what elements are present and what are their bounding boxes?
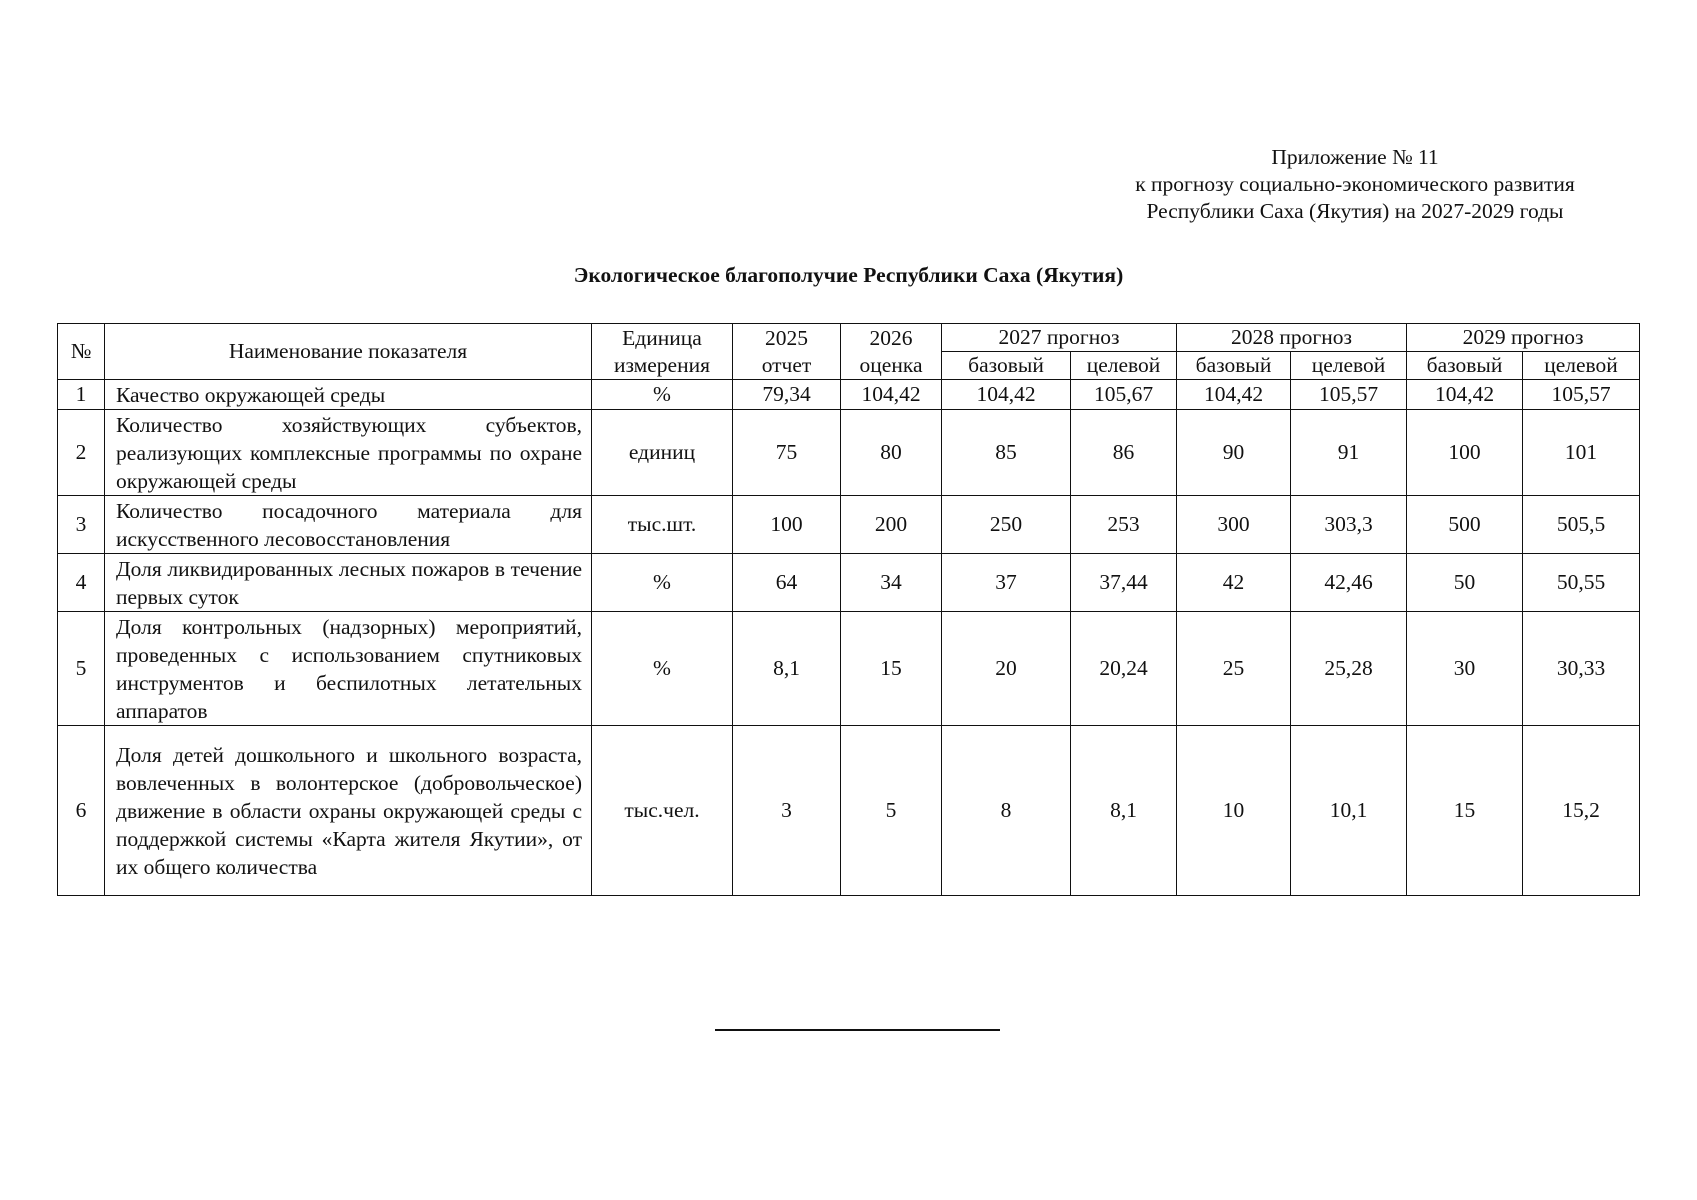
indicators-table — [57, 323, 1640, 896]
row-number: 5 — [58, 612, 105, 726]
value-2027-base: 104,42 — [942, 380, 1071, 410]
indicator-name: Доля контрольных (надзорных) мероприятий, проведенных с использованием спутниковых инструментов и беспилотных летательных аппаратов — [105, 612, 592, 726]
value-2026: 80 — [841, 410, 942, 496]
value-2028-target: 42,46 — [1291, 554, 1407, 612]
unit-cell: % — [592, 612, 733, 726]
indicator-name: Качество окружающей среды — [105, 380, 592, 410]
header-2029-forecast: 2029 прогноз — [1407, 324, 1640, 352]
indicator-name: Количество хозяйствующих субъектов, реализующих комплексные программы по охране окружающей среды — [105, 410, 592, 496]
value-2028-base: 300 — [1177, 496, 1291, 554]
header-2027-target: целевой — [1071, 352, 1177, 380]
value-2029-target: 15,2 — [1523, 726, 1640, 896]
header-2025 — [733, 324, 841, 380]
value-2025: 64 — [733, 554, 841, 612]
indicator-name: Количество посадочного материала для искусственного лесовосстановления — [105, 496, 592, 554]
value-2028-base: 104,42 — [1177, 380, 1291, 410]
header-2028-target: целевой — [1291, 352, 1407, 380]
header-number: № — [58, 324, 105, 380]
header-2025-type: отчет — [761, 352, 812, 377]
table-row — [58, 496, 1640, 554]
indicator-name: Доля ликвидированных лесных пожаров в течение первых суток — [105, 554, 592, 612]
value-2028-base: 90 — [1177, 410, 1291, 496]
value-2028-target: 91 — [1291, 410, 1407, 496]
header-2027-forecast: 2027 прогноз — [942, 324, 1177, 352]
row-number: 1 — [58, 380, 105, 410]
end-divider-line — [715, 1029, 1000, 1031]
table-row — [58, 554, 1640, 612]
appendix-header — [1050, 144, 1660, 225]
value-2025: 100 — [733, 496, 841, 554]
indicator-name: Доля детей дошкольного и школьного возраста, вовлеченных в волонтерское (добровольческое) движение в области охраны окружающей среды с поддержкой системы «Карта жителя Якутии», от их общего количества — [105, 726, 592, 896]
unit-cell: тыс.шт. — [592, 496, 733, 554]
table-row — [58, 612, 1640, 726]
value-2029-target: 101 — [1523, 410, 1640, 496]
unit-cell: единиц — [592, 410, 733, 496]
value-2026: 104,42 — [841, 380, 942, 410]
value-2026: 5 — [841, 726, 942, 896]
row-number: 3 — [58, 496, 105, 554]
header-2025-year: 2025 — [765, 325, 808, 350]
value-2028-base: 10 — [1177, 726, 1291, 896]
value-2025: 75 — [733, 410, 841, 496]
row-number: 2 — [58, 410, 105, 496]
value-2028-target: 105,57 — [1291, 380, 1407, 410]
value-2027-base: 85 — [942, 410, 1071, 496]
value-2027-target: 253 — [1071, 496, 1177, 554]
row-number: 6 — [58, 726, 105, 896]
header-2026-year: 2026 — [869, 325, 913, 350]
value-2027-target: 105,67 — [1071, 380, 1177, 410]
appendix-reference: к прогнозу социально-экономического развития — [1135, 172, 1575, 196]
unit-cell: % — [592, 380, 733, 410]
header-2028-forecast: 2028 прогноз — [1177, 324, 1407, 352]
value-2026: 34 — [841, 554, 942, 612]
value-2029-base: 104,42 — [1407, 380, 1523, 410]
value-2027-target: 8,1 — [1071, 726, 1177, 896]
value-2027-target: 86 — [1071, 410, 1177, 496]
header-2026 — [841, 324, 942, 380]
value-2027-base: 250 — [942, 496, 1071, 554]
header-2026-type: оценка — [859, 352, 923, 377]
value-2028-target: 10,1 — [1291, 726, 1407, 896]
value-2026: 200 — [841, 496, 942, 554]
value-2029-base: 500 — [1407, 496, 1523, 554]
value-2025: 3 — [733, 726, 841, 896]
value-2029-target: 50,55 — [1523, 554, 1640, 612]
value-2027-target: 37,44 — [1071, 554, 1177, 612]
header-indicator-name: Наименование показателя — [105, 324, 592, 380]
value-2029-target: 505,5 — [1523, 496, 1640, 554]
value-2029-target: 105,57 — [1523, 380, 1640, 410]
header-unit-line1: Единица — [622, 325, 702, 350]
table-header-row — [58, 324, 1640, 352]
row-number: 4 — [58, 554, 105, 612]
value-2029-base: 50 — [1407, 554, 1523, 612]
value-2025: 79,34 — [733, 380, 841, 410]
value-2028-base: 42 — [1177, 554, 1291, 612]
header-unit — [592, 324, 733, 380]
value-2029-base: 100 — [1407, 410, 1523, 496]
value-2029-target: 30,33 — [1523, 612, 1640, 726]
table-row — [58, 410, 1640, 496]
table-row — [58, 726, 1640, 896]
value-2028-target: 25,28 — [1291, 612, 1407, 726]
value-2029-base: 15 — [1407, 726, 1523, 896]
header-2029-base: базовый — [1407, 352, 1523, 380]
header-unit-line2: измерения — [613, 352, 711, 377]
unit-cell: % — [592, 554, 733, 612]
header-2027-base: базовый — [942, 352, 1071, 380]
value-2028-base: 25 — [1177, 612, 1291, 726]
appendix-reference-period: Республики Саха (Якутия) на 2027-2029 годы — [1146, 199, 1564, 223]
table-row — [58, 380, 1640, 410]
value-2029-base: 30 — [1407, 612, 1523, 726]
value-2026: 15 — [841, 612, 942, 726]
appendix-number: Приложение № 11 — [1271, 145, 1439, 169]
value-2027-base: 37 — [942, 554, 1071, 612]
document-title: Экологическое благополучие Республики Саха (Якутия) — [573, 263, 1124, 287]
unit-cell: тыс.чел. — [592, 726, 733, 896]
header-2028-base: базовый — [1177, 352, 1291, 380]
header-2029-target: целевой — [1523, 352, 1640, 380]
value-2025: 8,1 — [733, 612, 841, 726]
value-2027-base: 8 — [942, 726, 1071, 896]
value-2027-target: 20,24 — [1071, 612, 1177, 726]
value-2028-target: 303,3 — [1291, 496, 1407, 554]
value-2027-base: 20 — [942, 612, 1071, 726]
